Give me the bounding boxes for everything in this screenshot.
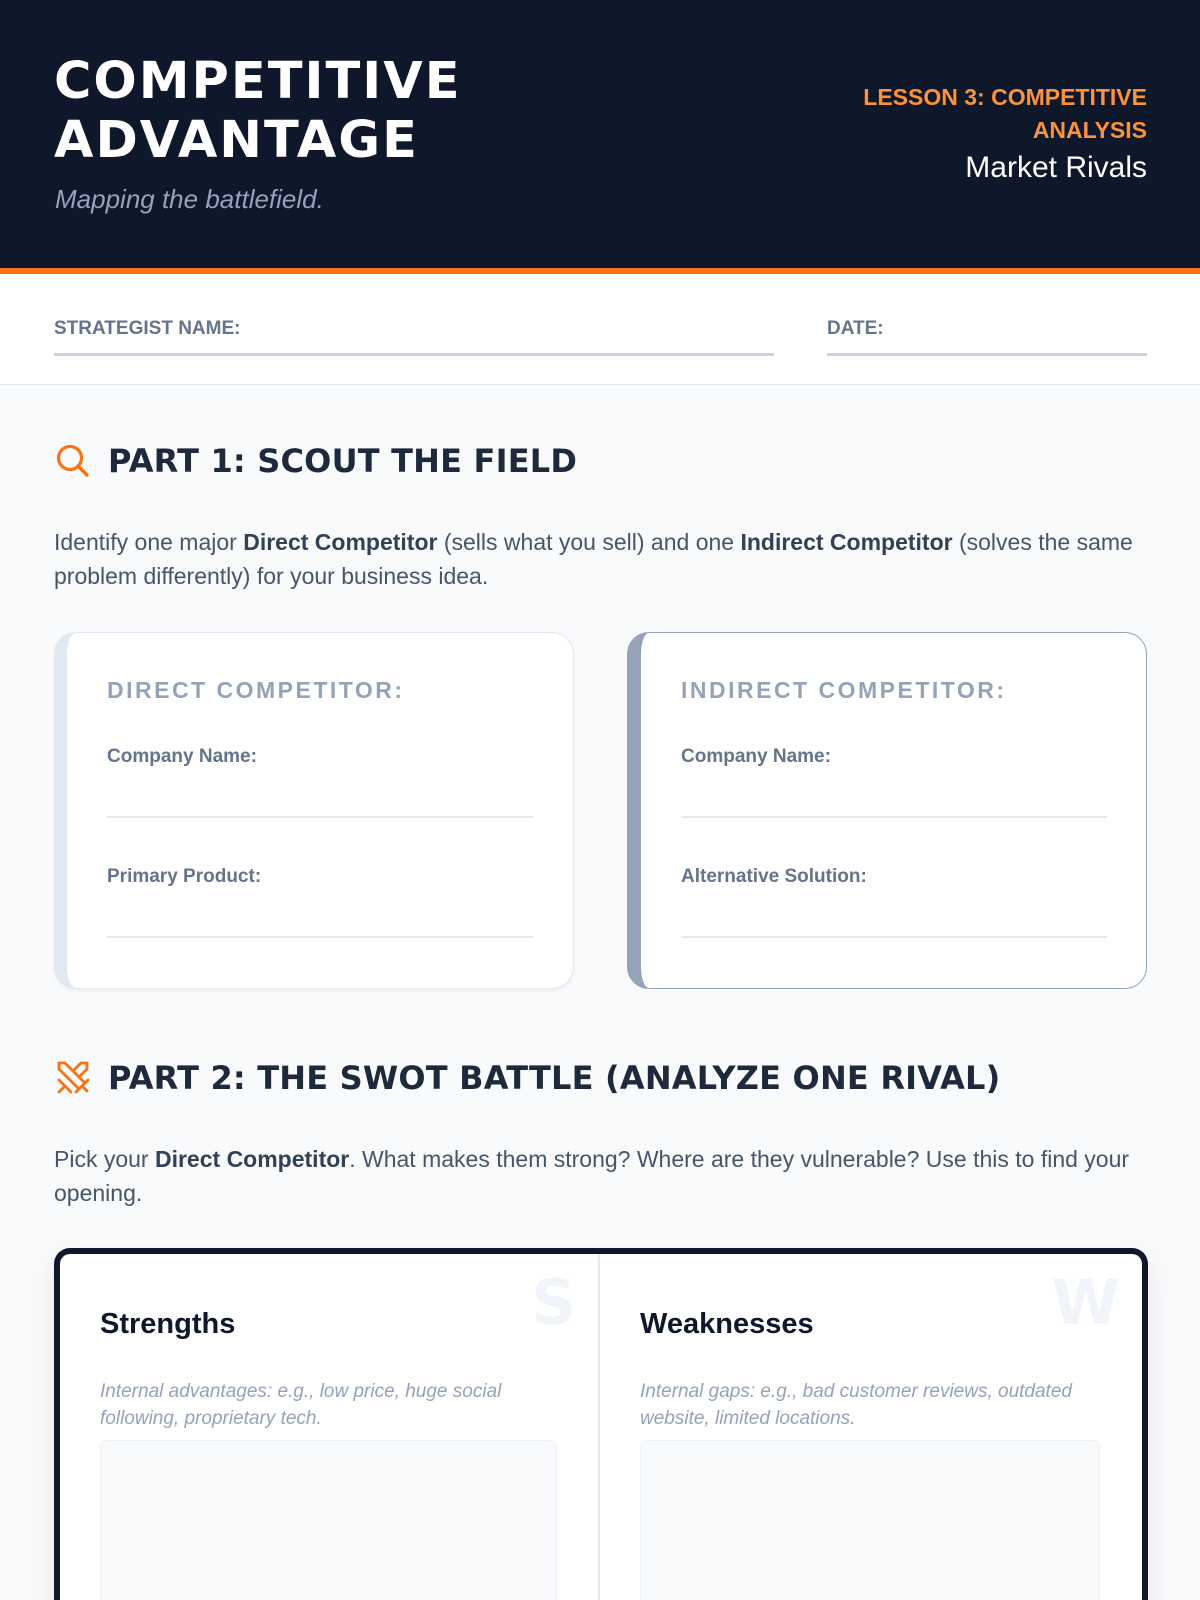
indirect-company-name-label: Company Name: (681, 746, 831, 767)
page-title: COMPETITIVE ADVANTAGE (54, 52, 462, 170)
part1-heading: PART 1: SCOUT THE FIELD (108, 442, 578, 480)
lesson-topic: Market Rivals (965, 151, 1147, 184)
direct-competitor-term: Direct Competitor (243, 529, 438, 555)
indirect-competitor-card (627, 632, 1147, 989)
direct-company-name-field[interactable] (107, 746, 533, 818)
strategist-name-label: STRATEGIST NAME: (54, 318, 241, 339)
direct-competitor-card (54, 632, 574, 989)
weaknesses-quadrant (600, 1254, 1142, 1600)
swot-grid (54, 1248, 1148, 1600)
page-subtitle: Mapping the battlefield. (55, 184, 324, 214)
alternative-solution-field[interactable] (681, 866, 1107, 938)
indirect-company-name-field[interactable] (681, 746, 1107, 818)
direct-primary-product-label: Primary Product: (107, 866, 262, 887)
search-icon (54, 442, 92, 480)
date-label: DATE: (827, 318, 884, 339)
strategist-name-field[interactable] (54, 318, 774, 356)
weaknesses-writing-area[interactable] (640, 1440, 1100, 1600)
direct-primary-product-field[interactable] (107, 866, 533, 938)
weaknesses-watermark-letter: W (1051, 1266, 1120, 1339)
strengths-title: Strengths (100, 1308, 236, 1340)
strengths-description: Internal advantages: e.g., low price, huge social following, proprietary tech. (100, 1381, 502, 1429)
direct-competitor-title: DIRECT COMPETITOR: (107, 677, 405, 703)
direct-competitor-term: Direct Competitor (154, 1146, 350, 1172)
part2-heading-row (54, 1059, 1000, 1097)
alternative-solution-label: Alternative Solution: (681, 866, 867, 887)
crossed-swords-icon (54, 1059, 92, 1097)
weaknesses-description: Internal gaps: e.g., bad customer reviews, outdated website, limited locations. (640, 1381, 1072, 1429)
strengths-watermark-letter: S (531, 1266, 576, 1339)
lesson-label: LESSON 3: COMPETITIVE ANALYSIS (863, 84, 1147, 143)
student-info-band (0, 280, 1200, 385)
strengths-quadrant (60, 1254, 600, 1600)
date-field[interactable] (827, 318, 1147, 356)
part1-heading-row (54, 442, 577, 480)
weaknesses-title: Weaknesses (640, 1308, 814, 1340)
part1-instructions: Identify one major Direct Competitor (sells what you sell) and one Indirect Competitor (solves the same problem differently) for your business idea. (54, 529, 1133, 589)
part2-heading: PART 2: THE SWOT BATTLE (ANALYZE ONE RIVAL) (108, 1059, 1001, 1097)
part2-instructions: Pick your Direct Competitor. What makes them strong? Where are they vulnerable? Use this to find your opening. (54, 1146, 1130, 1206)
indirect-competitor-term: Indirect Competitor (740, 529, 953, 555)
direct-company-name-label: Company Name: (107, 746, 257, 767)
strengths-writing-area[interactable] (100, 1440, 557, 1600)
indirect-competitor-title: INDIRECT COMPETITOR: (681, 677, 1007, 703)
page-header (0, 0, 1200, 274)
